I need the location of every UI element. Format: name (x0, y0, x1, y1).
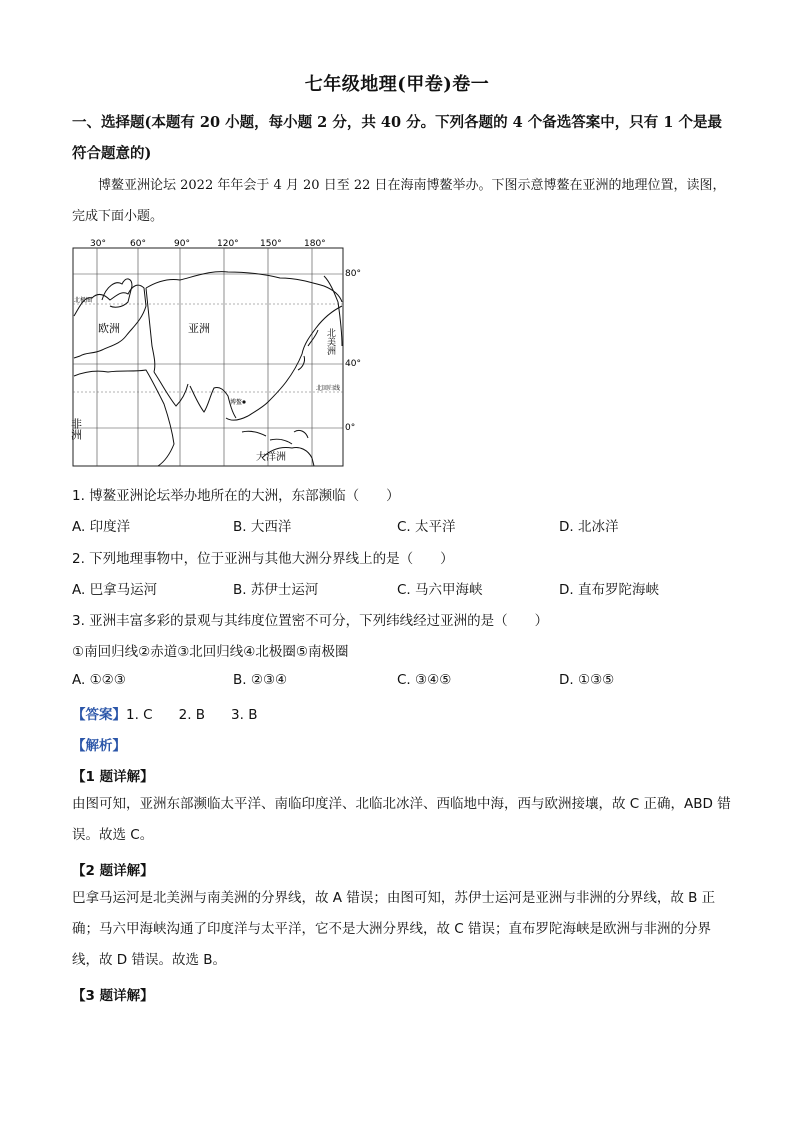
ural-line (146, 288, 155, 372)
question-1-stem: 1. 博鳌亚洲论坛举办地所在的大洲，东部濒临（ ） (72, 488, 400, 504)
label-arctic-circle: 北极圈 (74, 297, 93, 304)
answer-label: 【答案】 (72, 707, 126, 723)
analysis-heading (72, 734, 126, 754)
question-3-sub: ①南回归线②赤道③北回归线④北极圈⑤南极圈 (72, 644, 349, 660)
q1-option-c[interactable]: C. 太平洋 (397, 519, 456, 535)
arabia-coast (154, 372, 188, 406)
page-title: 七年级地理(甲卷)卷一 (304, 74, 490, 95)
detail-1-heading: 【1 题详解】 (72, 769, 154, 785)
question-2-stem: 2. 下列地理事物中，位于亚洲与其他大洲分界线上的是（ ） (72, 551, 454, 567)
q1-option-b[interactable]: B. 大西洋 (233, 519, 292, 535)
label-boao: 博鳌 (230, 399, 243, 406)
intro-paragraph: 博鳌亚洲论坛 2022 年年会于 4 月 20 日至 22 日在海南博鳌举办。下图示意博鳌在亚洲的地理位置，读图，完成下面小题。 (72, 178, 726, 224)
detail-3-heading: 【3 题详解】 (72, 988, 154, 1004)
label-tropic-cancer: 北回归线 (316, 385, 341, 392)
q2-option-b[interactable]: B. 苏伊士运河 (233, 582, 319, 598)
asia-map (69, 236, 372, 468)
q1-option-a[interactable]: A. 印度洋 (72, 519, 131, 535)
africa-coast (74, 370, 174, 466)
boao-marker (242, 400, 245, 403)
detail-2-text: 巴拿马运河是北美洲与南美洲的分界线，故 A 错误；由图可知，苏伊士运河是亚洲与非洲的分界线，故 B 正确；马六甲海峡沟通了印度洋与太平洋，它不是大洲分界线，故 C 错误；直布罗陀海峡是欧洲与非洲的分界线，故 D 错误。故选 B。 (72, 890, 716, 968)
answer-item: 1. C (126, 707, 153, 723)
answer-line (72, 703, 257, 723)
q2-option-c[interactable]: C. 马六甲海峡 (397, 582, 483, 598)
q3-option-b[interactable]: B. ②③④ (233, 672, 288, 688)
lon-label: 120° (217, 239, 239, 249)
q2-option-d[interactable]: D. 直布罗陀海峡 (559, 582, 659, 598)
analysis-label: 【解析】 (72, 738, 126, 754)
indonesia-coast (242, 430, 308, 444)
q2-option-a[interactable]: A. 巴拿马运河 (72, 582, 158, 598)
lat-label: 0° (345, 423, 356, 433)
lon-label: 60° (130, 239, 146, 249)
q3-option-c[interactable]: C. ③④⑤ (397, 672, 452, 688)
label-africa: 非洲 (69, 418, 83, 440)
lon-label: 30° (90, 239, 106, 249)
label-europe: 欧洲 (98, 322, 120, 335)
lon-label: 150° (260, 239, 282, 249)
question-3-stem: 3. 亚洲丰富多彩的景观与其纬度位置密不可分，下列纬线经过亚洲的是（ ） (72, 613, 549, 629)
detail-2-heading: 【2 题详解】 (72, 863, 154, 879)
q3-option-a[interactable]: A. ①②③ (72, 672, 126, 688)
detail-1-text: 由图可知，亚洲东部濒临太平洋、南临印度洋、北临北冰洋、西临地中海，西与欧洲接壤，故 C 正确，ABD 错误。故选 C。 (72, 796, 731, 843)
lat-label: 40° (345, 359, 361, 369)
label-north-america: 北美洲 (325, 328, 335, 355)
answer-item: 2. B (178, 707, 206, 723)
answer-item: 3. B (231, 707, 258, 723)
lon-label: 90° (174, 239, 190, 249)
lon-label: 180° (304, 239, 326, 249)
section-heading: 一、选择题(本题有 20 小题，每小题 2 分，共 40 分。下列各题的 4 个备选答案中，只有 1 个是最 符合题意的) (72, 114, 722, 162)
label-asia: 亚洲 (188, 322, 210, 335)
q3-option-d[interactable]: D. ①③⑤ (559, 672, 615, 688)
scandinavia-coast (102, 279, 132, 307)
q1-option-d[interactable]: D. 北冰洋 (559, 519, 619, 535)
asia-north-coast (146, 272, 342, 302)
label-oceania: 大洋洲 (256, 452, 286, 463)
lat-label: 80° (345, 269, 361, 279)
